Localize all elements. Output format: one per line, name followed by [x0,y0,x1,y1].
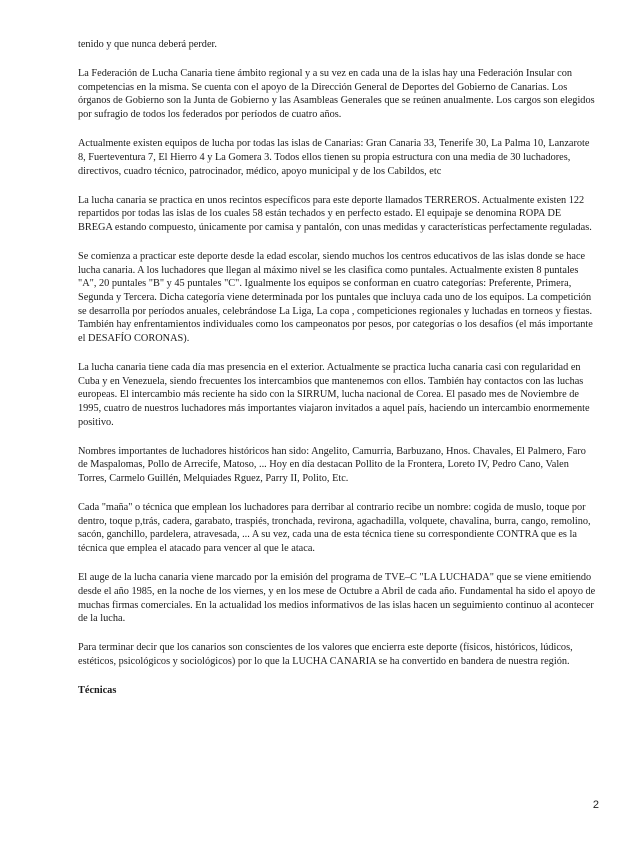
paragraph-federation: La Federación de Lucha Canaria tiene ámbito regional y a su vez en cada una de la islas hay una Federación Insular con competencias en la misma. Se cuenta con el apoyo de la Dirección General de Deportes del Gobierno de Canarias. Los órganos de Gobierno son la Junta de Gobierno y las Asambleas Generales que se reúnen anualmente. Los cargos son elegidos por sufragio de todos los federados por períodos de cuatro años. [78,68,595,121]
paragraph-continuation: tenido y que nunca deberá perder. [78,39,217,50]
section-heading: Técnicas [78,685,117,697]
paragraph-competition: Se comienza a practicar este deporte desde la edad escolar, siendo muchos los centros educativos de las islas donde se hace lucha canaria. A los luchadores que llegan al máximo nivel se les clasifica como puntales. Actualmente existen 8 puntales "A", 20 puntales "B" y 45 puntales "C". Igualmente los equipos se conforman en cuatro categorías: Preferente, Primera, Segunda y Tercera. Dicha categoría viene determinada por los puntales que incluya cada uno de los equipos. La competición se desarrolla por períodos anuales, celebrándose La Liga, La copa , competiciones regionales y luchadas en torneos y fiestas. También hay enfrentamientos individuales como los campeonatos por pesos, por categorías o los desafíos (el más importante el DESAFÍO CORONAS). [78,251,593,344]
paragraph-terreros: La lucha canaria se practica en unos recintos específicos para este deporte llamados TERREROS. Actualmente existen 122 repartidos por todas las islas de los cuales 58 están techados y en perfecto estado. El equipaje se denomina ROPA DE BREGA estando compuesto, únicamente por camisa y pantalón, con unas medidas y características perfectamente reguladas. [78,194,592,233]
paragraph-conclusion: Para terminar decir que los canarios son conscientes de los valores que encierra este deporte (físicos, históricos, lúdicos, estéticos, psicológicos y sociológicos) por lo que la LUCHA CANARIA se ha convertido en bandera de nuestra región. [78,642,573,667]
paragraph-teams: Actualmente existen equipos de lucha por todas las islas de Canarias: Gran Canaria 33, Tenerife 30, La Palma 10, Lanzarote 8, Fuerteventura 7, El Hierro 4 y La Gomera 3. Todos ellos tienen su propia estructura con una media de 30 luchadores, directivos, cuadro técnico, patrocinador, médico, apoyo municipal y de los Cabildos, etc [78,138,590,177]
document-body [78,38,598,698]
paragraph-historic-wrestlers: Nombres importantes de luchadores históricos han sido: Angelito, Camurria, Barbuzano, Hnos. Chavales, El Palmero, Faro de Maspalomas, Pollo de Arrecife, Matoso, ... Hoy en día destacan Pollito de la Frontera, Loreto IV, Pedro Cano, Valen Torres, Carmelo Guillén, Melquiades Rguez, Parry II, Polito, Etc. [78,445,586,484]
paragraph-television: El auge de la lucha canaria viene marcado por la emisión del programa de TVE–C "LA LUCHADA" que se viene emitiendo desde el año 1985, en la noche de los viernes, y en los mese de Octubre a Abril de cada año. Fundamental ha sido el apoyo de muchas firmas comerciales. En la actualidad los medios informativos de las islas hacen un seguimiento continuo al acontecer de la lucha. [78,572,596,625]
paragraph-exterior: La lucha canaria tiene cada día mas presencia en el exterior. Actualmente se practica lucha canaria casi con regularidad en Cuba y en Venezuela, siendo frecuentes los intercambios que mantenemos con ellos. También hay contactos con las luchas europeas. El intercambio más reciente ha sido con la SIRRUM, lucha nacional de Corea. El pasado mes de Noviembre de 1995, cuatro de nuestros luchadores más importantes viajaron invitados a aquel país, haciendo un intercambio enormemente positivo. [78,362,590,428]
paragraph-techniques: Cada "maña" o técnica que emplean los luchadores para derribar al contrario recibe un nombre: cogida de muslo, toque por dentro, toque p,trás, cadera, garabato, traspiés, tronchada, revirona, agachadilla, volquete, chavalina, burra, cango, remolino, sacón, ganchillo, pardelera, atravesada, ... A su vez, cada una de esta técnica tiene su correspondiente CONTRA que es la técnica que emplea el atacado para vencer al que le ataca. [78,502,591,555]
page-number: 2 [592,799,599,811]
